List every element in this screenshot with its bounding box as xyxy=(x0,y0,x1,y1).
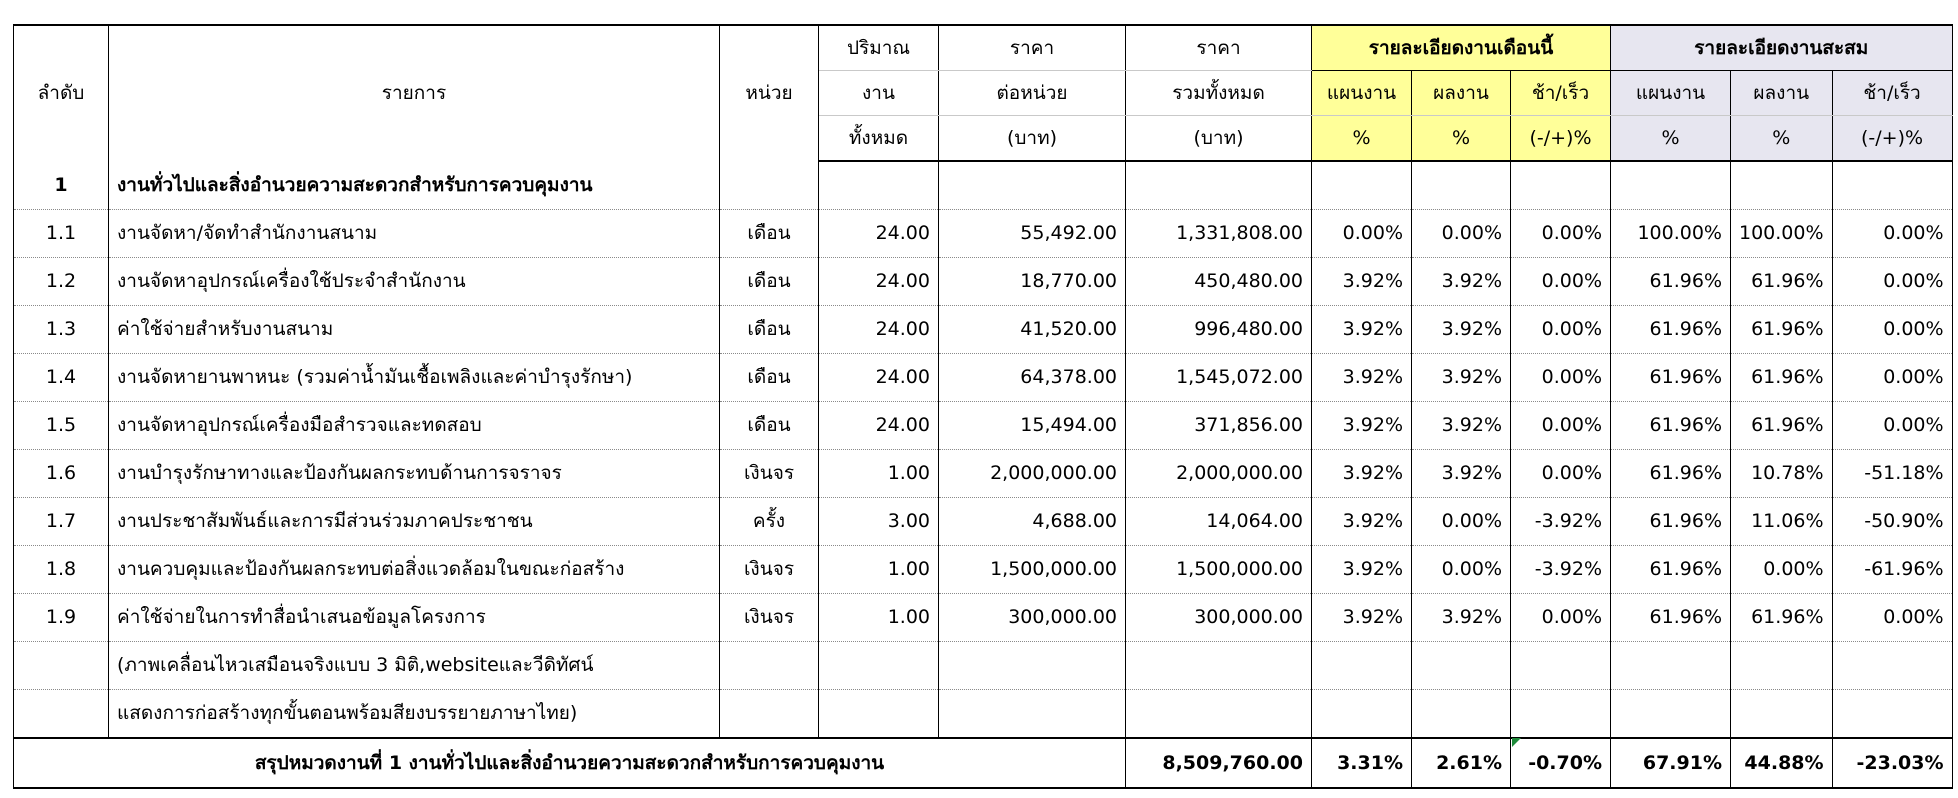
header-total-line2: รวมทั้งหมด xyxy=(1126,71,1312,116)
row-unit-price: 15,494.00 xyxy=(939,402,1126,450)
row-month-result xyxy=(1412,690,1511,739)
row-month-result xyxy=(1412,642,1511,690)
row-cum-diff xyxy=(1832,161,1952,210)
header-qty-line2: งาน xyxy=(819,71,939,116)
row-item: งานจัดหาอุปกรณ์เครื่องมือสำรวจและทดสอบ xyxy=(109,402,720,450)
row-unit: เงินจร xyxy=(720,546,819,594)
row-item: งานประชาสัมพันธ์และการมีส่วนร่วมภาคประชาชน xyxy=(109,498,720,546)
table-row xyxy=(14,594,1953,642)
row-item: ค่าใช้จ่ายสำหรับงานสนาม xyxy=(109,306,720,354)
row-cum-plan: 61.96% xyxy=(1611,354,1731,402)
row-item: (ภาพเคลื่อนไหวเสมือนจริงแบบ 3 มิติ,websiteและวีดิทัศน์ xyxy=(109,642,720,690)
row-number xyxy=(14,642,109,690)
row-month-diff: 0.00% xyxy=(1511,306,1611,354)
row-cum-result: 61.96% xyxy=(1731,594,1833,642)
row-cum-plan: 61.96% xyxy=(1611,450,1731,498)
row-month-diff: -3.92% xyxy=(1511,498,1611,546)
header-unit-price-line3: (บาท) xyxy=(939,116,1126,162)
header-unit-price-line1: ราคา xyxy=(939,25,1126,71)
row-unit-price xyxy=(939,161,1126,210)
row-number: 1 xyxy=(14,161,109,210)
row-quantity: 24.00 xyxy=(819,402,939,450)
row-total: 300,000.00 xyxy=(1126,594,1312,642)
row-total: 371,856.00 xyxy=(1126,402,1312,450)
row-unit: ครั้ง xyxy=(720,498,819,546)
row-number: 1.5 xyxy=(14,402,109,450)
row-cum-diff: 0.00% xyxy=(1832,354,1952,402)
header-unit: หน่วย xyxy=(720,25,819,161)
row-cum-plan: 61.96% xyxy=(1611,594,1731,642)
row-cum-plan xyxy=(1611,642,1731,690)
row-month-diff: -3.92% xyxy=(1511,546,1611,594)
row-month-result: 3.92% xyxy=(1412,402,1511,450)
row-quantity: 24.00 xyxy=(819,210,939,258)
row-quantity: 1.00 xyxy=(819,546,939,594)
summary-cum-result: 44.88% xyxy=(1731,738,1833,788)
row-month-diff: 0.00% xyxy=(1511,594,1611,642)
table-body xyxy=(14,161,1953,738)
row-unit-price: 2,000,000.00 xyxy=(939,450,1126,498)
row-month-diff: 0.00% xyxy=(1511,402,1611,450)
header-total-line3: (บาท) xyxy=(1126,116,1312,162)
row-number: 1.3 xyxy=(14,306,109,354)
row-total: 2,000,000.00 xyxy=(1126,450,1312,498)
row-month-plan: 3.92% xyxy=(1312,498,1412,546)
header-month-diff-unit: (-/+)% xyxy=(1511,116,1611,162)
row-unit-price: 4,688.00 xyxy=(939,498,1126,546)
row-cum-result xyxy=(1731,161,1833,210)
header-month-plan-unit: % xyxy=(1312,116,1412,162)
header-cum-diff-unit: (-/+)% xyxy=(1832,116,1952,162)
row-month-plan: 3.92% xyxy=(1312,354,1412,402)
header-unit-price-line2: ต่อหน่วย xyxy=(939,71,1126,116)
summary-row xyxy=(14,738,1953,788)
header-month-group: รายละเอียดงานเดือนนี้ xyxy=(1312,25,1611,71)
row-unit-price: 18,770.00 xyxy=(939,258,1126,306)
row-number: 1.6 xyxy=(14,450,109,498)
row-unit-price: 64,378.00 xyxy=(939,354,1126,402)
row-number: 1.1 xyxy=(14,210,109,258)
table-row xyxy=(14,498,1953,546)
row-unit xyxy=(720,690,819,739)
row-cum-diff: 0.00% xyxy=(1832,594,1952,642)
row-total xyxy=(1126,690,1312,739)
row-number: 1.4 xyxy=(14,354,109,402)
row-cum-diff xyxy=(1832,642,1952,690)
row-unit-price xyxy=(939,642,1126,690)
row-month-result: 3.92% xyxy=(1412,450,1511,498)
row-month-result: 0.00% xyxy=(1412,498,1511,546)
row-unit-price: 55,492.00 xyxy=(939,210,1126,258)
row-month-result: 3.92% xyxy=(1412,306,1511,354)
header-month-plan: แผนงาน xyxy=(1312,71,1412,116)
row-month-plan: 0.00% xyxy=(1312,210,1412,258)
row-quantity: 24.00 xyxy=(819,258,939,306)
row-cum-diff: -61.96% xyxy=(1832,546,1952,594)
header-item: รายการ xyxy=(109,25,720,161)
table-row xyxy=(14,690,1953,739)
header-month-diff: ช้า/เร็ว xyxy=(1511,71,1611,116)
row-item: งานบำรุงรักษาทางและป้องกันผลกระทบด้านการจราจร xyxy=(109,450,720,498)
row-month-result: 0.00% xyxy=(1412,546,1511,594)
row-number: 1.9 xyxy=(14,594,109,642)
row-month-diff xyxy=(1511,642,1611,690)
table-row xyxy=(14,402,1953,450)
header-cum-diff: ช้า/เร็ว xyxy=(1832,71,1952,116)
header-no: ลำดับ xyxy=(14,25,109,161)
row-cum-diff: 0.00% xyxy=(1832,306,1952,354)
row-cum-result xyxy=(1731,690,1833,739)
row-quantity xyxy=(819,161,939,210)
row-month-result: 3.92% xyxy=(1412,258,1511,306)
row-month-plan xyxy=(1312,690,1412,739)
row-cum-diff: -51.18% xyxy=(1832,450,1952,498)
row-item: งานควบคุมและป้องกันผลกระทบต่อสิ่งแวดล้อมในขณะก่อสร้าง xyxy=(109,546,720,594)
row-cum-plan xyxy=(1611,161,1731,210)
table-row xyxy=(14,642,1953,690)
row-total: 1,331,808.00 xyxy=(1126,210,1312,258)
cell-comment-marker xyxy=(1512,738,1521,747)
header-qty-line1: ปริมาณ xyxy=(819,25,939,71)
progress-report-table xyxy=(13,24,1953,789)
row-cum-diff: 0.00% xyxy=(1832,210,1952,258)
row-unit: เดือน xyxy=(720,354,819,402)
row-item: ค่าใช้จ่ายในการทำสื่อนำเสนอข้อมูลโครงการ xyxy=(109,594,720,642)
row-unit xyxy=(720,161,819,210)
row-number: 1.7 xyxy=(14,498,109,546)
header-cum-result: ผลงาน xyxy=(1731,71,1833,116)
row-total xyxy=(1126,161,1312,210)
row-unit: เดือน xyxy=(720,402,819,450)
table-row xyxy=(14,210,1953,258)
row-quantity: 1.00 xyxy=(819,450,939,498)
row-month-plan: 3.92% xyxy=(1312,306,1412,354)
summary-total: 8,509,760.00 xyxy=(1126,738,1312,788)
row-total: 1,500,000.00 xyxy=(1126,546,1312,594)
row-month-plan: 3.92% xyxy=(1312,258,1412,306)
row-unit-price: 300,000.00 xyxy=(939,594,1126,642)
row-cum-result: 0.00% xyxy=(1731,546,1833,594)
row-number xyxy=(14,690,109,739)
row-cum-result: 100.00% xyxy=(1731,210,1833,258)
row-month-result: 3.92% xyxy=(1412,594,1511,642)
row-unit: เดือน xyxy=(720,306,819,354)
row-cum-diff: 0.00% xyxy=(1832,258,1952,306)
summary-cum-plan: 67.91% xyxy=(1611,738,1731,788)
row-month-result: 3.92% xyxy=(1412,354,1511,402)
row-quantity: 1.00 xyxy=(819,594,939,642)
row-month-diff xyxy=(1511,690,1611,739)
row-cum-result: 10.78% xyxy=(1731,450,1833,498)
header-cumulative-group: รายละเอียดงานสะสม xyxy=(1611,25,1953,71)
row-unit-price: 1,500,000.00 xyxy=(939,546,1126,594)
row-month-diff: 0.00% xyxy=(1511,210,1611,258)
row-cum-result: 11.06% xyxy=(1731,498,1833,546)
row-item: งานทั่วไปและสิ่งอำนวยความสะดวกสำหรับการควบคุมงาน xyxy=(109,161,720,210)
row-unit-price xyxy=(939,690,1126,739)
table-row xyxy=(14,450,1953,498)
row-month-diff: 0.00% xyxy=(1511,354,1611,402)
header-total-line1: ราคา xyxy=(1126,25,1312,71)
table-row xyxy=(14,306,1953,354)
row-cum-plan xyxy=(1611,690,1731,739)
row-item: แสดงการก่อสร้างทุกขั้นตอนพร้อมสียงบรรยายภาษาไทย) xyxy=(109,690,720,739)
row-unit: เดือน xyxy=(720,258,819,306)
summary-month-result: 2.61% xyxy=(1412,738,1511,788)
row-cum-plan: 61.96% xyxy=(1611,546,1731,594)
row-cum-plan: 61.96% xyxy=(1611,402,1731,450)
row-month-plan: 3.92% xyxy=(1312,450,1412,498)
row-cum-result: 61.96% xyxy=(1731,354,1833,402)
summary-cum-diff: -23.03% xyxy=(1832,738,1952,788)
row-quantity: 24.00 xyxy=(819,306,939,354)
row-item: งานจัดหายานพาหนะ (รวมค่าน้ำมันเชื้อเพลิงและค่าบำรุงรักษา) xyxy=(109,354,720,402)
row-month-plan: 3.92% xyxy=(1312,594,1412,642)
header-cum-plan: แผนงาน xyxy=(1611,71,1731,116)
row-number: 1.8 xyxy=(14,546,109,594)
row-cum-diff xyxy=(1832,690,1952,739)
table-row xyxy=(14,161,1953,210)
row-month-result: 0.00% xyxy=(1412,210,1511,258)
row-total xyxy=(1126,642,1312,690)
header-month-result-unit: % xyxy=(1412,116,1511,162)
row-month-plan: 3.92% xyxy=(1312,546,1412,594)
row-item: งานจัดหา/จัดทำสำนักงานสนาม xyxy=(109,210,720,258)
row-unit-price: 41,520.00 xyxy=(939,306,1126,354)
row-number: 1.2 xyxy=(14,258,109,306)
row-total: 14,064.00 xyxy=(1126,498,1312,546)
row-month-plan xyxy=(1312,161,1412,210)
row-total: 996,480.00 xyxy=(1126,306,1312,354)
summary-month-diff: -0.70% xyxy=(1511,738,1611,788)
row-cum-diff: 0.00% xyxy=(1832,402,1952,450)
row-unit xyxy=(720,642,819,690)
header-cum-plan-unit: % xyxy=(1611,116,1731,162)
summary-month-plan: 3.31% xyxy=(1312,738,1412,788)
row-quantity: 24.00 xyxy=(819,354,939,402)
summary-label: สรุปหมวดงานที่ 1 งานทั่วไปและสิ่งอำนวยความสะดวกสำหรับการควบคุมงาน xyxy=(14,738,1126,788)
row-month-diff: 0.00% xyxy=(1511,258,1611,306)
row-cum-plan: 61.96% xyxy=(1611,306,1731,354)
row-cum-diff: -50.90% xyxy=(1832,498,1952,546)
row-month-diff xyxy=(1511,161,1611,210)
header-month-result: ผลงาน xyxy=(1412,71,1511,116)
row-month-diff: 0.00% xyxy=(1511,450,1611,498)
row-quantity xyxy=(819,642,939,690)
row-quantity xyxy=(819,690,939,739)
row-cum-plan: 61.96% xyxy=(1611,498,1731,546)
row-quantity: 3.00 xyxy=(819,498,939,546)
header-qty-line3: ทั้งหมด xyxy=(819,116,939,162)
row-total: 450,480.00 xyxy=(1126,258,1312,306)
row-cum-result: 61.96% xyxy=(1731,402,1833,450)
row-cum-result xyxy=(1731,642,1833,690)
row-unit: เดือน xyxy=(720,210,819,258)
row-month-result xyxy=(1412,161,1511,210)
row-unit: เงินจร xyxy=(720,594,819,642)
row-cum-result: 61.96% xyxy=(1731,306,1833,354)
header-cum-result-unit: % xyxy=(1731,116,1833,162)
row-month-plan: 3.92% xyxy=(1312,402,1412,450)
row-month-plan xyxy=(1312,642,1412,690)
row-unit: เงินจร xyxy=(720,450,819,498)
table-row xyxy=(14,546,1953,594)
row-cum-plan: 100.00% xyxy=(1611,210,1731,258)
table-row xyxy=(14,258,1953,306)
table-row xyxy=(14,354,1953,402)
row-cum-result: 61.96% xyxy=(1731,258,1833,306)
row-total: 1,545,072.00 xyxy=(1126,354,1312,402)
row-cum-plan: 61.96% xyxy=(1611,258,1731,306)
row-item: งานจัดหาอุปกรณ์เครื่องใช้ประจำสำนักงาน xyxy=(109,258,720,306)
